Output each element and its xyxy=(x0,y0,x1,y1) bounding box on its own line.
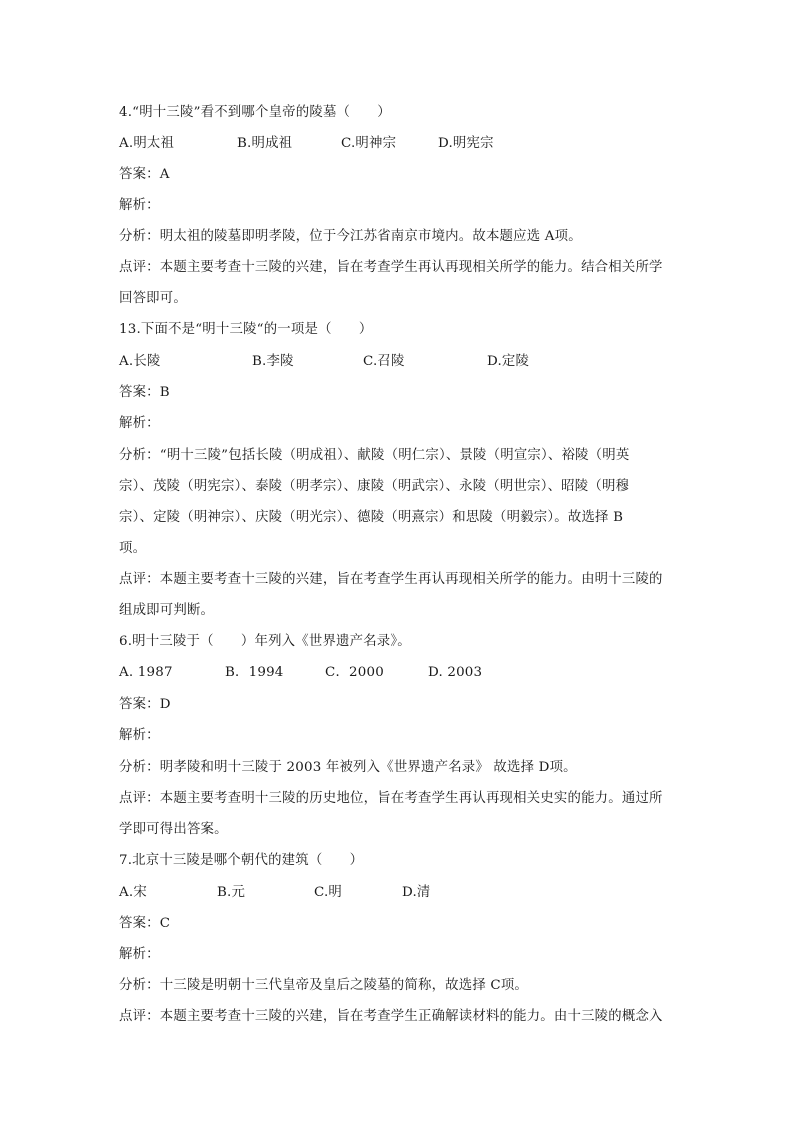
question-text: 13.下面不是“明十三陵“的一项是（ ） xyxy=(119,322,373,337)
option-a: A. 1987 xyxy=(119,665,173,680)
comment-text: 点评：本题主要考查十三陵的兴建，旨在考查学生再认再现相关所学的能力。由明十三陵的 xyxy=(119,572,663,587)
comment-text: 组成即可判断。 xyxy=(119,603,215,618)
option-d: D. 2003 xyxy=(428,665,483,680)
option-a: A.明太祖 xyxy=(119,136,175,151)
option-c: C．2000 xyxy=(325,665,384,680)
analysis-label: 解析： xyxy=(119,416,160,431)
analysis-label: 解析： xyxy=(119,198,160,213)
comment-text: 点评：本题主要考查十三陵的兴建，旨在考查学生正确解读材料的能力。由十三陵的概念入 xyxy=(119,1009,663,1024)
option-a: A.宋 xyxy=(119,885,147,900)
analysis-text: 项。 xyxy=(119,541,147,556)
option-a: A.长陵 xyxy=(119,354,161,369)
option-c: C.明神宗 xyxy=(341,136,397,151)
analysis-text: 分析：“明十三陵”包括长陵（明成祖）、献陵（明仁宗）、景陵（明宣宗）、裕陵（明英 xyxy=(119,448,630,463)
option-b: B.元 xyxy=(217,885,246,900)
analysis-text: 宗）、定陵（明神宗）、庆陵（明光宗）、德陵（明熹宗）和思陵（明毅宗）。故选择 B xyxy=(119,510,624,525)
question-text: 6.明十三陵于（ ）年列入《世界遗产名录》。 xyxy=(119,634,411,649)
option-d: D.清 xyxy=(402,885,431,900)
option-b: B.明成祖 xyxy=(237,136,293,151)
question-text: 7.北京十三陵是哪个朝代的建筑（ ） xyxy=(119,853,364,868)
option-b: B．1994 xyxy=(225,665,284,680)
option-b: B.李陵 xyxy=(252,354,294,369)
analysis-label: 解析： xyxy=(119,728,160,743)
option-c: C.召陵 xyxy=(363,354,405,369)
analysis-text: 分析：十三陵是明朝十三代皇帝及皇后之陵墓的简称，故选择 C项。 xyxy=(119,978,529,993)
answer-line: 答案：D xyxy=(119,697,171,712)
comment-text: 回答即可。 xyxy=(119,291,187,306)
comment-text: 点评：本题主要考查十三陵的兴建，旨在考查学生再认再现相关所学的能力。结合相关所学 xyxy=(119,260,663,275)
analysis-text: 分析：明孝陵和明十三陵于 2003 年被列入《世界遗产名录》 故选择 D项。 xyxy=(119,760,577,775)
comment-text: 点评：本题主要考查明十三陵的历史地位，旨在考查学生再认再现相关史实的能力。通过所 xyxy=(119,791,663,806)
answer-line: 答案：C xyxy=(119,916,171,931)
comment-text: 学即可得出答案。 xyxy=(119,822,228,837)
analysis-text: 分析：明太祖的陵墓即明孝陵，位于今江苏省南京市境内。故本题应选 A项。 xyxy=(119,229,582,244)
question-text: 4.“明十三陵”看不到哪个皇帝的陵墓（ ） xyxy=(119,105,391,120)
analysis-text: 宗）、茂陵（明宪宗）、泰陵（明孝宗）、康陵（明武宗）、永陵（明世宗）、昭陵（明穆 xyxy=(119,479,630,494)
option-d: D.明宪宗 xyxy=(438,136,494,151)
option-d: D.定陵 xyxy=(487,354,530,369)
answer-line: 答案：A xyxy=(119,167,170,182)
answer-line: 答案：B xyxy=(119,385,170,400)
analysis-label: 解析： xyxy=(119,947,160,962)
option-c: C.明 xyxy=(314,885,343,900)
